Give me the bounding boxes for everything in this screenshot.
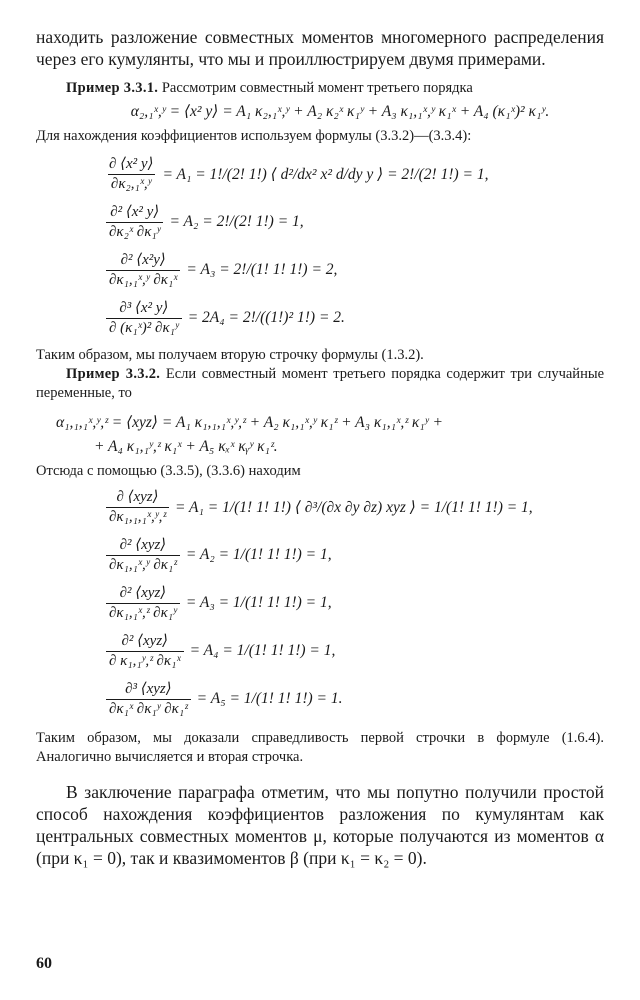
eq2-equation [104,627,604,675]
fraction-numerator: ∂² ⟨xyz⟩ [121,632,169,649]
fraction-numerator: ∂³ ⟨x² y⟩ [119,299,169,316]
equation-rhs: = A₃ = 2!/(1! 1! 1!) = 2, [186,261,338,278]
equation-block-1 [36,150,604,342]
equation-rhs: = 2A₄ = 2!/((1!)² 1!) = 2. [187,309,345,326]
equation-rhs: = A₁ = 1!/(2! 1!) ⟨ d²/dx² x² d/dy y ⟩ = 2!/(2! 1!) = 1, [162,165,489,183]
derivative-fraction [106,204,163,241]
example-1-formula: α₂,₁ˣ,ʸ = ⟨x² y⟩ = A₁ κ₂,₁ˣ,ʸ + A₂ κ₂ˣ κ₁ʸ + A₃ κ₁,₁ˣ,ʸ κ₁ˣ + A₄ (κ₁ˣ)² κ₁ʸ. [130,103,550,120]
fraction-denominator: ∂κ₂,₁ˣ,ʸ [108,174,155,193]
page-body [36,26,604,869]
eq2-equation [104,483,604,531]
equation-rhs: = A₄ = 1/(1! 1! 1!) = 1, [189,642,336,659]
eq2-equation [104,675,604,723]
fraction-numerator: ∂² ⟨x²y⟩ [120,251,166,268]
intro-paragraph: находить разложение совместных моментов многомерного распределения через его кумулянты, что мы и проиллюстрируем двумя примерами. [36,27,604,69]
derivative-fraction [106,300,182,337]
example-2-text: Если совместный момент третьего порядка содержит три случайные переменные, то [36,366,605,401]
fraction-denominator: ∂κ₁,₁ˣ,ᶻ ∂κ₁ʸ [106,603,180,622]
equation-rhs: = A₂ = 2!/(2! 1!) = 1, [169,213,304,230]
fraction-denominator: ∂κ₁,₁,₁ˣ,ʸ,ᶻ [106,507,169,526]
conclusion-2: Таким образом, мы доказали справедливость первой строчки в формуле (1.6.4). Аналогично вычисляется и вторая строчка. [36,730,604,765]
conclusion-1: Таким образом, мы получаем вторую строчку формулы (1.3.2). [36,347,424,363]
fraction-denominator: ∂κ₁,₁ˣ,ʸ ∂κ₁ˣ [106,270,180,289]
eq1-equation [104,294,604,342]
coefficients-intro: Для нахождения коэффициентов используем формулы (3.3.2)—(3.3.4): [36,128,472,144]
derivative-fraction [106,633,184,670]
eq1-equation [104,150,604,198]
equation-block-2 [36,483,604,723]
find-intro: Отсюда с помощью (3.3.5), (3.3.6) находим [36,463,301,479]
equation-rhs: = A₁ = 1/(1! 1! 1!) ⟨ ∂³/(∂x ∂y ∂z) xyz ⟩ = 1/(1! 1! 1!) = 1, [174,498,533,516]
derivative-fraction [106,252,180,289]
equation-rhs: = A₅ = 1/(1! 1! 1!) = 1. [196,690,343,707]
derivative-fraction [106,489,169,526]
fraction-denominator: ∂ (κ₁ˣ)² ∂κ₁ʸ [106,318,182,337]
fraction-denominator: ∂κ₁ˣ ∂κ₁ʸ ∂κ₁ᶻ [106,699,191,718]
fraction-numerator: ∂ ⟨xyz⟩ [116,488,159,505]
fraction-numerator: ∂ ⟨x² y⟩ [109,155,154,172]
example-1-text: Рассмотрим совместный момент третьего порядка [161,80,473,96]
derivative-fraction [106,585,180,622]
fraction-numerator: ∂² ⟨xyz⟩ [119,584,167,601]
page-number: 60 [36,955,52,972]
fraction-numerator: ∂³ ⟨xyz⟩ [125,680,172,697]
eq1-equation [104,246,604,294]
fraction-denominator: ∂κ₂ˣ ∂κ₁ʸ [106,222,163,241]
fraction-numerator: ∂² ⟨x² y⟩ [110,203,160,220]
example-1 [36,79,604,98]
eq1-equation [104,198,604,246]
equation-rhs: = A₂ = 1/(1! 1! 1!) = 1, [185,546,332,563]
derivative-fraction [106,156,156,193]
derivative-fraction [106,681,191,718]
example-2-formula-line-2: + A₄ κ₁,₁ʸ,ᶻ κ₁ˣ + A₅ κₓˣ κᵧʸ κ₁ᶻ. [94,438,278,455]
eq2-equation [104,579,604,627]
eq2-equation [104,531,604,579]
final-paragraph: В заключение параграфа отметим, что мы попутно получили простой способ нахождения коэффициентов разложения по кумулянтам как центральных совместных моментов μ, которые получаются из моментов α (при κ₁ = 0), так и квазимоментов β (при κ₁ = κ₂ = 0). [36,782,604,868]
fraction-denominator: ∂ κ₁,₁ʸ,ᶻ ∂κ₁ˣ [106,651,184,670]
equation-rhs: = A₃ = 1/(1! 1! 1!) = 1, [185,594,332,611]
example-2-heading: Пример 3.3.2. [66,366,161,382]
example-1-heading: Пример 3.3.1. [66,80,159,96]
example-2-formula-line-1: α₁,₁,₁ˣ,ʸ,ᶻ = ⟨xyz⟩ = A₁ κ₁,₁,₁ˣ,ʸ,ᶻ + A₂ κ₁,₁ˣ,ʸ κ₁ᶻ + A₃ κ₁,₁ˣ,ᶻ κ₁ʸ + [56,414,443,431]
example-2 [36,365,604,403]
derivative-fraction [106,537,180,574]
fraction-numerator: ∂² ⟨xyz⟩ [119,536,167,553]
fraction-denominator: ∂κ₁,₁ˣ,ʸ ∂κ₁ᶻ [106,555,180,574]
